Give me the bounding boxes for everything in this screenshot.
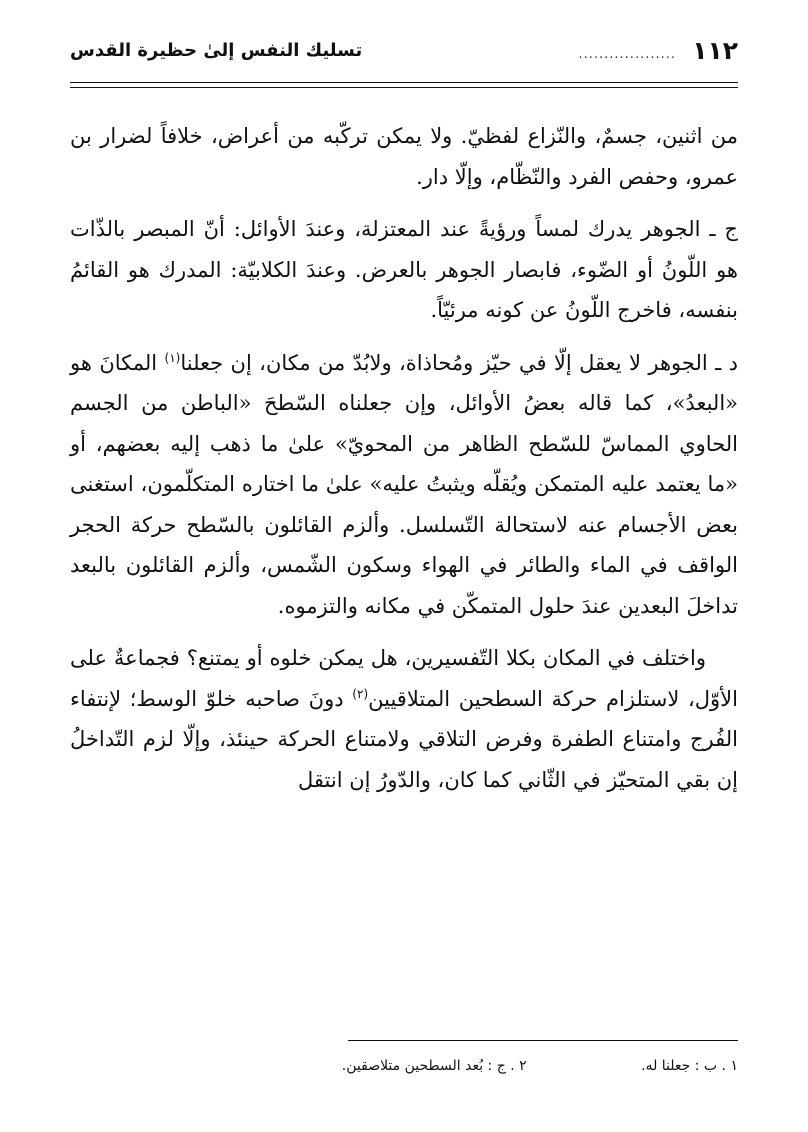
footnote-2: ٢ . ج : بُعد السطحين متلاصقين. [341, 1058, 527, 1074]
paragraph-4 [70, 638, 738, 800]
paragraph-4-text-a: واختلف في المكان بكلا التّفسيرين، هل يمكن خلوه أو يمتنع؟ فجماعةٌ على الأوّل، لاستلزام حركة السطحين المتلاقيين [70, 646, 738, 711]
paragraph-1 [70, 116, 738, 197]
paragraph-2-text: ج ـ الجوهر يدرك لمساً ورؤيةً عند المعتزلة، وعندَ الأوائل: أنّ المبصر بالذّات هو اللّونُ أو الضّوء، فابصار الجوهر بالعرض. وعندَ الكلابيّة: المدرك هو القائمُ بنفسه، فاخرج اللّونُ عن كونه مرئيّاً. [70, 217, 738, 322]
page-number: ١١٢ [692, 36, 738, 65]
footnote-1: ١ . ب : جعلنا له. [641, 1058, 738, 1074]
paragraph-3-text-a: د ـ الجوهر لا يعقل إلّا في حيّز ومُحاذاة، ولابُدّ من مكان، إن جعلنا [180, 350, 738, 375]
paragraph-2 [70, 209, 738, 331]
running-header [70, 34, 738, 80]
body-text [70, 116, 738, 800]
header-rule-bottom [70, 87, 738, 88]
paragraph-1-text: من اثنين، جسمٌ، والنّزاع لفظيّ. ولا يمكن تركّبه من أعراض، خلافاً لضرار بن عمرو، وحفص الفرد والنّظّام، وإلّا دار. [70, 124, 738, 189]
header-leader-dots: ................... [578, 47, 676, 62]
footnote-separator [348, 1040, 738, 1041]
footnote-ref-2[interactable]: (٢) [352, 686, 369, 701]
header-rule-top [70, 82, 738, 83]
footnote-ref-1[interactable]: (١) [164, 350, 181, 365]
running-title: تسليك النفس إلىٰ حظيرة القدس [70, 40, 363, 61]
paragraph-3-text-b: المكانَ هو «البعدُ»، كما قاله بعضُ الأوائل، وإن جعلناه السّطحَ «الباطن من الجسم الحاوي المماسّ للسّطح الظاهر من المحويّ» علىٰ ما ذهب إليه بعضهم، أو «ما يعتمد عليه المتمكن ويُقلّه ويثبتُ عليه» علىٰ ما اختاره المتكلّمون، استغنى بعض الأجسام عنه لاستحالة التّسلسل. وألزم القائلون بالسّطح حركة الحجر الواقف في الماء والطائر في الهواء وسكون الشّمس، وألزم القائلون بالبعد تداخلَ البعدين عندَ حلول المتمكّن في مكانه والتزموه. [70, 350, 738, 618]
paragraph-3 [70, 343, 738, 627]
footnotes [70, 1058, 738, 1074]
paragraph-4-text-b: دونَ صاحبه خلوّ الوسط؛ لإنتفاء الفُرج وامتناع الطفرة وفرض التلاقي ولامتناع الحركة حينئذ، وإلّا لزم التّداخلُ إن بقي المتحيّز في الثّاني كما كان، والدّورُ إن انتقل [70, 686, 738, 792]
